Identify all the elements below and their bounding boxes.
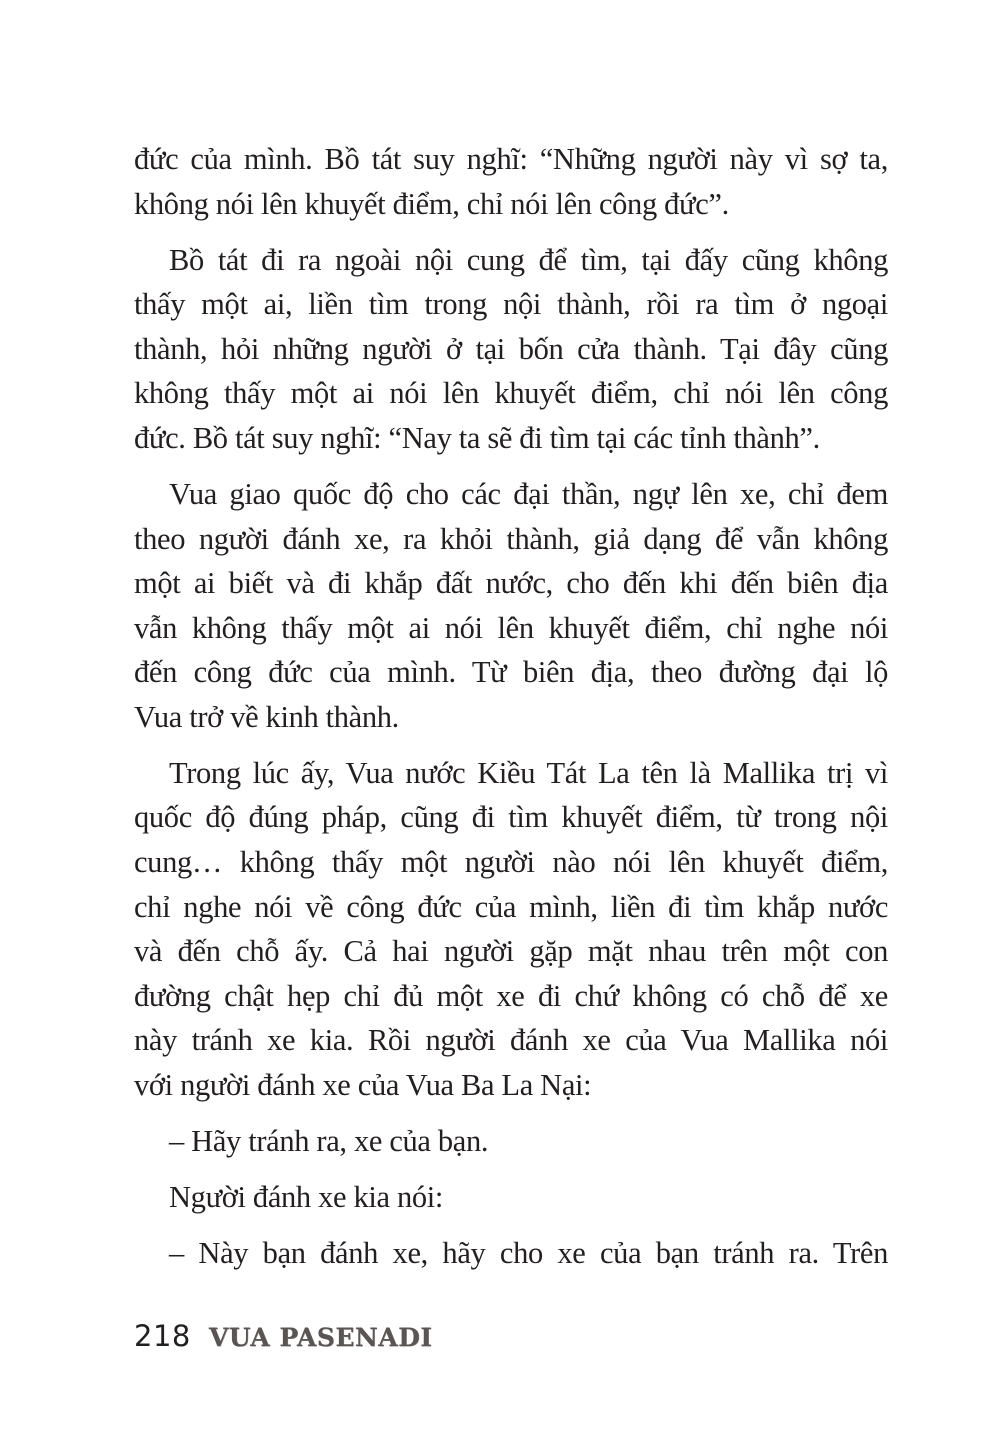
text-line: không thấy một ai nói lên khuyết điểm, chỉ nói lên công: [134, 376, 888, 411]
text-line: đức của mình. Bồ tát suy nghĩ: “Những người này vì sợ ta,: [134, 142, 888, 176]
text-line: Người đánh xe kia nói:: [169, 1180, 443, 1215]
text-line: – Này bạn đánh xe, hãy cho xe của bạn tránh ra. Trên: [169, 1236, 888, 1270]
text-line: đến công đức của mình. Từ biên địa, theo đường đại lộ: [134, 655, 888, 690]
paragraph: [134, 238, 888, 461]
text-line: không nói lên khuyết điểm, chỉ nói lên công đức”.: [134, 186, 729, 221]
text-line: Vua giao quốc độ cho các đại thần, ngự lên xe, chỉ đem: [169, 476, 888, 511]
text-line: với người đánh xe của Vua Ba La Nại:: [134, 1068, 592, 1103]
paragraph: [134, 1231, 888, 1276]
text-line: Trong lúc ấy, Vua nước Kiều Tát La tên là Mallika trị vì: [169, 755, 888, 790]
text-line: và đến chỗ ấy. Cả hai người gặp mặt nhau trên một con: [134, 934, 888, 969]
text-line: theo người đánh xe, ra khỏi thành, giả dạng để vẫn không: [134, 521, 888, 556]
text-line: này tránh xe kia. Rồi người đánh xe của Vua Mallika nói: [134, 1023, 888, 1058]
text-line: – Hãy tránh ra, xe của bạn.: [169, 1124, 489, 1159]
paragraph: [134, 1175, 888, 1220]
text-line: quốc độ đúng pháp, cũng đi tìm khuyết điểm, từ trong nội: [134, 800, 888, 835]
text-line: chỉ nghe nói về công đức của mình, liền đi tìm khắp nước: [134, 889, 888, 924]
page-number: 218: [134, 1319, 191, 1353]
running-title: VUA PASENADI: [208, 1323, 433, 1352]
page-footer: [134, 1319, 433, 1359]
text-line: thành, hỏi những người ở tại bốn cửa thành. Tại đây cũng: [134, 331, 888, 366]
text-line: vẫn không thấy một ai nói lên khuyết điểm, chỉ nghe nói: [134, 610, 888, 645]
text-line: đức. Bồ tát suy nghĩ: “Nay ta sẽ đi tìm tại các tỉnh thành”.: [134, 420, 820, 455]
text-line: Vua trở về kinh thành.: [134, 699, 399, 734]
paragraph: [134, 472, 888, 740]
text-line: cung… không thấy một người nào nói lên khuyết điểm,: [134, 845, 888, 880]
text-line: thấy một ai, liền tìm trong nội thành, rồi ra tìm ở ngoại: [134, 287, 888, 322]
text-line: đường chật hẹp chỉ đủ một xe đi chứ không có chỗ để xe: [134, 978, 888, 1013]
text-line: Bồ tát đi ra ngoài nội cung để tìm, tại đấy cũng không: [169, 242, 888, 277]
paragraph: [134, 1119, 888, 1164]
page-body: [134, 137, 888, 1287]
paragraph: [134, 137, 888, 226]
text-line: một ai biết và đi khắp đất nước, cho đến khi đến biên địa: [134, 566, 888, 601]
paragraph: [134, 751, 888, 1108]
